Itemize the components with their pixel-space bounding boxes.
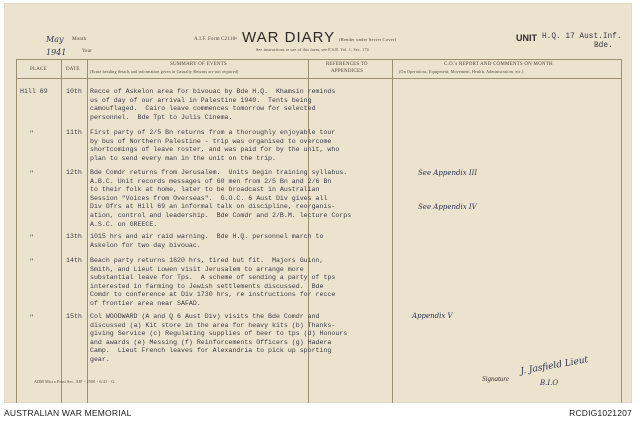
- entry-line: shortcomings of leave roster, and was paid for by the unit, who: [90, 146, 340, 154]
- entry-line: Askelon for two day bivouac.: [90, 241, 201, 249]
- entry-line: substantial leave for Tps. A scheme of sending a party of tps: [90, 274, 336, 282]
- entry-line: A.B.C. Unit records messages of 60 men from 2/5 Bn and 2/6 Bn: [90, 177, 332, 185]
- entry-date: 12th: [66, 169, 82, 176]
- entry-line: plan to send every man in the unit on the trip.: [90, 154, 276, 162]
- signature-label: Signature: [482, 375, 509, 383]
- entry-place: ": [30, 313, 34, 322]
- table-header-rule: [16, 78, 622, 79]
- entry-line: A.S.C. on GREECE.: [90, 220, 158, 228]
- entry-date: 11th: [66, 129, 82, 136]
- page-title: WAR DIARY: [242, 29, 336, 46]
- column-rule: [87, 59, 88, 403]
- entry-line: Camp. Lieut French leaves for Alexandria to pick up sporting: [90, 347, 332, 355]
- column-rule: [61, 59, 62, 403]
- month-label: Month: [72, 37, 87, 42]
- entry-line: personnel. Bde Tpt to Julis Cinema.: [90, 113, 233, 121]
- column-rule: [392, 59, 393, 403]
- year-value: 1941: [46, 48, 67, 57]
- entry-text: [90, 257, 335, 309]
- appendix-ref: Appendix V: [412, 312, 453, 320]
- column-rule: [16, 59, 17, 403]
- col-refs-sub: APPENDICES: [331, 69, 364, 74]
- entry-place: ": [30, 233, 34, 242]
- entry-line: Comdr to conference at Div 1730 hrs, re instructions for recce: [90, 291, 336, 299]
- entry-line: First party of 2/5 Bn returns from a thoroughly enjoyable tour: [90, 129, 336, 136]
- entry-text: [90, 129, 339, 163]
- entry-line: camouflaged. Cairo leave commences tomorrow for selected: [90, 105, 316, 113]
- entry-line: Session "Voices from Overseas". G.O.C. 6 Aust Div gives all: [90, 194, 328, 202]
- entry-line: Bde Comdr returns from Jerusalem. Units begin training syllabus.: [90, 169, 348, 176]
- entry-line: ation, control and leadership. Bde Comdr and 2/B.M. lecture Corps: [90, 211, 352, 219]
- entry-place: ": [30, 257, 34, 266]
- entry-line: gear.: [90, 355, 110, 363]
- col-report-sub: (On Operations, Equipment, Movement, Health, Administration, etc.): [399, 69, 524, 74]
- entry-line: interested in farming to Jewish settlements discussed. Bde: [90, 282, 324, 290]
- table-top-rule: [16, 59, 622, 60]
- footer-source: AUSTRALIAN WAR MEMORIAL: [4, 408, 132, 418]
- entry-text: [90, 233, 323, 250]
- entry-place: ": [30, 129, 34, 138]
- col-date: DATE: [66, 67, 80, 72]
- year-label: Year: [82, 49, 93, 54]
- entry-place: Hill 69: [20, 88, 48, 95]
- entry-date: 10th: [66, 88, 82, 95]
- column-rule: [621, 59, 622, 403]
- footer-id: RCDIG1021207: [569, 408, 632, 418]
- appendix-ref: See Appendix IV: [418, 203, 477, 211]
- entry-line: 1015 hrs and air raid warning. Bde H.Q. personnel march to: [90, 233, 324, 240]
- entry-line: Div Ofrs at Hill 69 an informal talk on discipline, reorganis-: [90, 203, 336, 211]
- entry-line: discussed (a) Kit store in the area for heavy kits (b) Thanks-: [90, 321, 336, 329]
- signature-text: J. Jasfield Lieut: [519, 355, 590, 377]
- entry-line: Recce of Askelon area for bivouac by Bde H.Q. Khamsin reminds: [90, 88, 336, 95]
- entry-text: [90, 313, 347, 365]
- entry-text: [90, 169, 351, 229]
- war-diary-sheet: [4, 3, 632, 403]
- col-report-title: C.O.'s REPORT AND COMMENTS ON MONTH: [444, 62, 553, 67]
- entry-line: by bus of Northern Palestine - trip was organised to overcome: [90, 137, 332, 145]
- entry-line: Col WOODWARD (A and Q 6 Aust Div) visits the Bde Comdr and: [90, 313, 320, 320]
- entry-line: of frontier area near SAFAD.: [90, 299, 201, 307]
- col-summary-title: SUMMARY OF EVENTS: [170, 62, 227, 67]
- entry-line: Beach party returns 1620 hrs, tired but fit. Majors Guinn,: [90, 257, 324, 264]
- unit-value-line1: H.Q. 17 Aust.Inf.: [542, 33, 622, 41]
- entry-line: Smith, and Lieut Lowen visit Jerusalem to arrange more: [90, 265, 304, 273]
- form-ref: A.I.F. Form C2118•: [194, 37, 238, 42]
- entry-text: [90, 88, 335, 122]
- entry-date: 14th: [66, 257, 82, 264]
- entry-place: ": [30, 169, 34, 178]
- signature-rank: B.I.O: [540, 379, 559, 387]
- entry-date: 15th: [66, 313, 82, 320]
- entry-line: us of day of our arrival in Palestine 1940. Tents being: [90, 96, 312, 104]
- print-note: ADM Micro Print Sec. AIF - 2500 - 6/41 - G.: [34, 379, 116, 384]
- col-summary-sub: (Erase heading details and information given in Casualty Returns are not required): [90, 69, 239, 74]
- entry-line: to their folk at home, later to be broadcast in Australian: [90, 186, 320, 194]
- entry-line: and awards (e) Messing (f) Reinforcements Officers (g) Hadera: [90, 338, 332, 346]
- col-refs-title: REFERENCES TO: [326, 62, 368, 67]
- col-place: PLACE: [30, 67, 47, 72]
- month-value: May: [46, 35, 64, 44]
- unit-value-line2: Bde.: [594, 42, 613, 50]
- render-note: (Render under Secret Cover): [339, 37, 397, 42]
- entry-date: 13th: [66, 233, 82, 240]
- entry-line: giving Service (c) Regulating supplies of beer to tps (d) Honours: [90, 330, 348, 338]
- subtitle-ref: See instructions re use of this form, see F.S.R. Vol. 1, Sec. 174: [256, 47, 369, 52]
- unit-label: UNIT: [516, 33, 537, 43]
- appendix-ref: See Appendix III: [418, 169, 478, 177]
